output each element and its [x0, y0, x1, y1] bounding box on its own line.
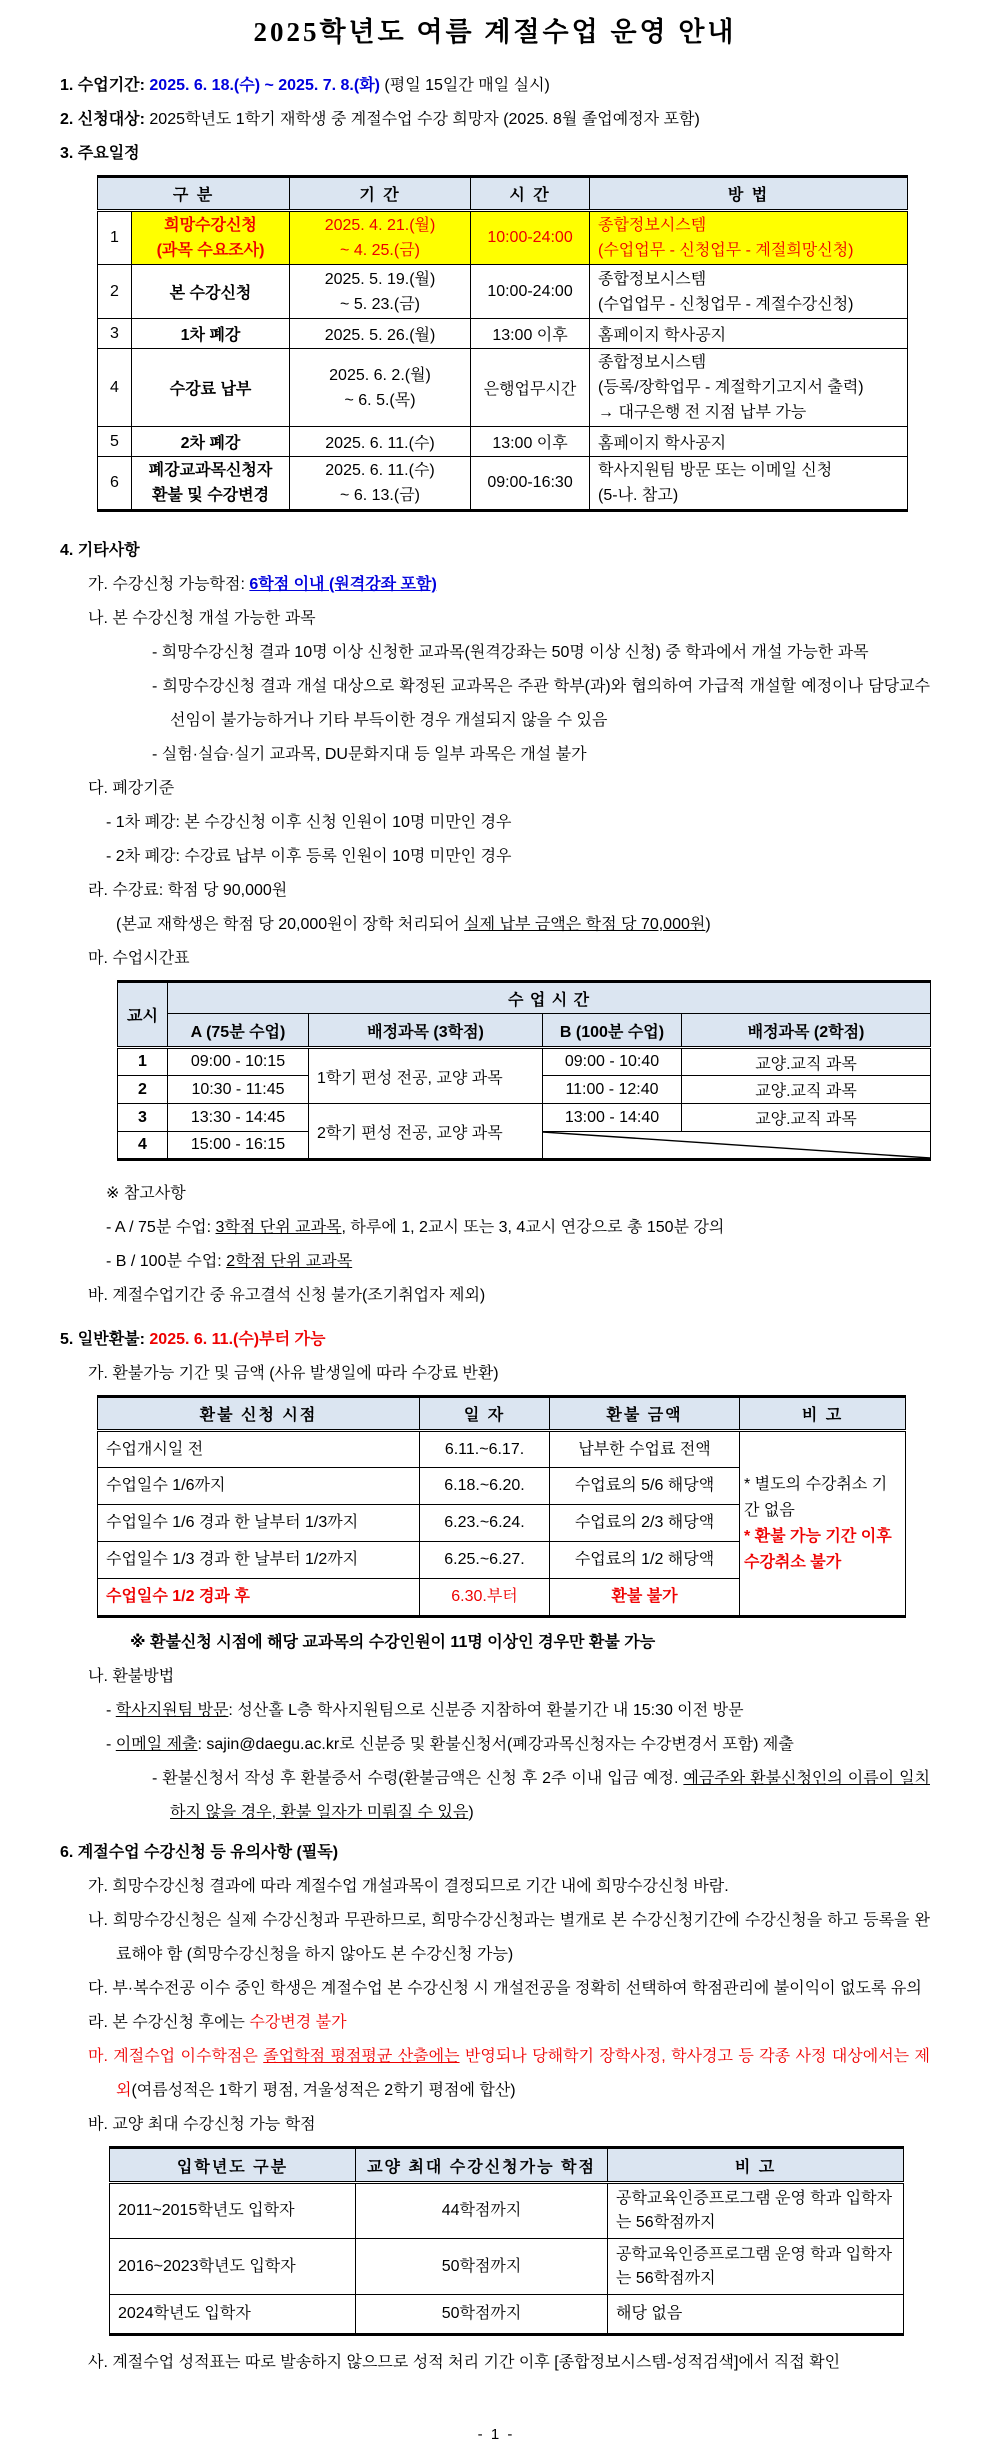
schedule-col-category: 구 분: [98, 177, 290, 211]
refund-amount: 수업료의 5/6 해당액: [550, 1468, 740, 1505]
class-period-note: (평일 15일간 매일 실시): [379, 77, 550, 94]
refund-date: 6.11.~6.17.: [420, 1431, 550, 1468]
row-period: 2025. 6. 11.(수): [290, 427, 471, 457]
table-row: [118, 1048, 931, 1076]
closure-item: - 2차 폐강: 수강료 납부 이후 등록 인원이 10명 미만인 경우: [106, 848, 512, 865]
section-6-heading: 6. 계절수업 수강신청 등 유의사항 (필독): [60, 1844, 339, 1861]
refund-method-email: - 이메일 제출: sajin@daegu.ac.kr로 신분증 및 환불신청서(폐강과목신청자는 수강변경서 포함) 제출: [106, 1736, 794, 1753]
a-time: 13:30 - 14:45: [168, 1104, 309, 1132]
tuition-note: (본교 재학생은 학점 당 20,000원이 장학 처리되어 실제 납부 금액은 학점 당 70,000원): [116, 916, 711, 933]
period-no: 4: [118, 1132, 168, 1160]
row-period: 2025. 6. 2.(월) ~ 6. 5.(목): [290, 349, 471, 427]
no-change-warning: 수강변경 불가: [249, 2014, 347, 2031]
notice-ra: 라. 본 수강신청 후에는 수강변경 불가: [88, 2014, 347, 2031]
refund-method-visit: - 학사지원팀 방문: 성산홀 L층 학사지원팀으로 신분증 지참하여 환불기간 내 15:30 이전 방문: [106, 1702, 744, 1719]
refund-col-point: 환불 신청 시점: [98, 1397, 420, 1431]
openable-item: - 희망수강신청 결과 10명 이상 신청한 교과목(원격강좌는 50명 이상 신청) 중 학과에서 개설 가능한 과목: [152, 644, 869, 661]
credit-max: 50학점까지: [356, 2295, 608, 2335]
row-time: 13:00 이후: [471, 319, 590, 349]
closure-item: - 1차 폐강: 본 수강신청 이후 신청 인원이 10명 미만인 경우: [106, 814, 512, 831]
table-row: [98, 427, 908, 457]
note-a: - A / 75분 수업: 3학점 단위 교과목, 하루에 1, 2교시 또는 3, 4교시 연강으로 총 150분 강의: [106, 1219, 725, 1236]
timetable-heading: 마. 수업시간표: [88, 950, 190, 967]
refund-date: 6.25.~6.27.: [420, 1542, 550, 1579]
timetable: [117, 980, 931, 1161]
row-method: 종합정보시스템 (수업업무 - 신청업무 - 계절수강신청): [590, 265, 908, 319]
refund-point: 수업일수 1/6 경과 한 날부터 1/3까지: [98, 1505, 420, 1542]
row-no: 6: [98, 457, 132, 511]
credit-col-max: 교양 최대 수강신청가능 학점: [356, 2148, 608, 2183]
b-subject: 교양.교직 과목: [682, 1076, 931, 1104]
a-time: 09:00 - 10:15: [168, 1048, 309, 1076]
refund-point: 수업일수 1/6까지: [98, 1468, 420, 1505]
openable-item: - 희망수강신청 결과 개설 대상으로 확정된 교과목은 주관 학부(과)와 협의하여 가급적 개설할 예정이나 담당교수 선임이 불가능하거나 기타 부득이한 경우 개설되지 않을 수 있음: [152, 678, 930, 729]
notice-da: 다. 부·복수전공 이수 중인 학생은 계절수업 본 수강신청 시 개설전공을 정확히 선택하여 학점관리에 불이익이 없도록 유의: [88, 1980, 922, 1997]
table-row: [98, 349, 908, 427]
period-no: 2: [118, 1076, 168, 1104]
schedule-col-period: 기 간: [290, 177, 471, 211]
b-subject: 교양.교직 과목: [682, 1048, 931, 1076]
row-time: 13:00 이후: [471, 427, 590, 457]
notice-sa: 사. 계절수업 성적표는 따로 발송하지 않으므로 성적 처리 기간 이후 [종합정보시스템-성적검색]에서 직접 확인: [88, 2354, 841, 2371]
row-category: 1차 폐강: [132, 319, 290, 349]
remark-no-cancel-after: * 환불 가능 기간 이후 수강취소 불가: [744, 1527, 892, 1571]
section-2-label: 2. 신청대상:: [60, 111, 150, 128]
row-category: 본 수강신청: [132, 265, 290, 319]
row-period: 2025. 5. 19.(월) ~ 5. 23.(금): [290, 265, 471, 319]
openable-item: - 실험·실습·실기 교과목, DU문화지대 등 일부 과목은 개설 불가: [152, 746, 587, 763]
row-no: 1: [98, 211, 132, 265]
diagonal-strike-line: [543, 1132, 930, 1158]
table-row: [98, 1431, 906, 1468]
credit-note: 공학교육인증프로그램 운영 학과 입학자는 56학점까지: [608, 2183, 904, 2239]
refund-period-heading: 가. 환불가능 기간 및 금액 (사유 발생일에 따라 수강료 반환): [88, 1365, 499, 1382]
period-no: 3: [118, 1104, 168, 1132]
table-row: [110, 2239, 904, 2295]
col-a-time: A (75분 수업): [168, 1014, 309, 1048]
credit-col-note: 비 고: [608, 2148, 904, 2183]
credit-year: 2024학년도 입학자: [110, 2295, 356, 2335]
col-b-time: B (100분 수업): [543, 1014, 682, 1048]
a-subject-sem1: 1학기 편성 전공, 교양 과목: [309, 1048, 543, 1104]
refund-col-amount: 환불 금액: [550, 1397, 740, 1431]
refund-remarks: [740, 1431, 906, 1617]
refund-point: 수업개시일 전: [98, 1431, 420, 1468]
b-time: 11:00 - 12:40: [543, 1076, 682, 1104]
actual-payment-amount: 실제 납부 금액은 학점 당 70,000원: [464, 916, 706, 933]
table-row: [98, 319, 908, 349]
refund-col-note: 비 고: [740, 1397, 906, 1431]
timetable-header-row: [118, 982, 931, 1014]
row-method: 학사지원팀 방문 또는 이메일 신청 (5-나. 참고): [590, 457, 908, 511]
remark-no-cancel-period: * 별도의 수강취소 기간 없음: [744, 1475, 888, 1519]
credit-col-year: 입학년도 구분: [110, 2148, 356, 2183]
refund-amount: 환불 불가: [550, 1579, 740, 1617]
timetable-group-header: 수 업 시 간: [168, 982, 931, 1014]
row-no: 2: [98, 265, 132, 319]
schedule-table: [97, 175, 908, 512]
refund-col-date: 일 자: [420, 1397, 550, 1431]
page-title: 2025학년도 여름 계절수업 운영 안내: [253, 17, 737, 47]
tuition-line: 라. 수강료: 학점 당 90,000원: [88, 882, 288, 899]
b-time: 13:00 - 14:40: [543, 1104, 682, 1132]
timetable-corner: 교시: [118, 982, 168, 1048]
reference-heading: ※ 참고사항: [106, 1185, 186, 1202]
table-row: [98, 265, 908, 319]
section-3-heading: 3. 주요일정: [60, 145, 140, 162]
table-row: [98, 457, 908, 511]
refund-point: 수업일수 1/3 경과 한 날부터 1/2까지: [98, 1542, 420, 1579]
credit-header-row: [110, 2148, 904, 2183]
refund-start-date: 2025. 6. 11.(수)부터 가능: [149, 1331, 326, 1348]
col-b-subject: 배정과목 (2학점): [682, 1014, 931, 1048]
refund-amount: 수업료의 1/2 해당액: [550, 1542, 740, 1579]
row-method: 홈페이지 학사공지: [590, 427, 908, 457]
b-subject: 교양.교직 과목: [682, 1104, 931, 1132]
row-category: 2차 폐강: [132, 427, 290, 457]
refund-date: 6.30.부터: [420, 1579, 550, 1617]
refund-header-row: [98, 1397, 906, 1431]
b-time: 09:00 - 10:40: [543, 1048, 682, 1076]
eligibility-text: 2025학년도 1학기 재학생 중 계절수업 수강 희망자 (2025. 8월 졸업예정자 포함): [149, 111, 700, 128]
empty-diagonal-cell: [543, 1132, 931, 1160]
row-period: 2025. 4. 21.(월) ~ 4. 25.(금): [290, 211, 471, 265]
row-period: 2025. 5. 26.(월): [290, 319, 471, 349]
a-time: 15:00 - 16:15: [168, 1132, 309, 1160]
absence-rule-line: 바. 계절수업기간 중 유고결석 신청 불가(조기취업자 제외): [88, 1287, 486, 1304]
row-category: 폐강교과목신청자 환불 및 수강변경: [132, 457, 290, 511]
section-4-heading: 4. 기타사항: [60, 542, 140, 559]
refund-table-footnote: ※ 환불신청 시점에 해당 교과목의 수강인원이 11명 이상인 경우만 환불 가능: [130, 1634, 656, 1651]
section-1-class-period: [60, 69, 930, 103]
row-method: 홈페이지 학사공지: [590, 319, 908, 349]
section-1-label: 1. 수업기간:: [60, 77, 150, 94]
refund-method-heading: 나. 환불방법: [88, 1668, 175, 1685]
credit-max: 50학점까지: [356, 2239, 608, 2295]
notice-ma: 마. 계절수업 이수학점은 졸업학점 평점평균 산출에는 반영되나 당해학기 장학사정, 학사경고 등 각종 사정 대상에서는 제외(여름성적은 1학기 평점, 겨울성적은 2학기 평점에 합산): [88, 2048, 930, 2099]
table-row: [98, 211, 908, 265]
col-a-subject: 배정과목 (3학점): [309, 1014, 543, 1048]
table-row: [118, 1104, 931, 1132]
section-5-heading: 5. 일반환불: 2025. 6. 11.(수)부터 가능: [60, 1331, 326, 1348]
row-period: 2025. 6. 11.(수) ~ 6. 13.(금): [290, 457, 471, 511]
row-time: 10:00-24:00: [471, 265, 590, 319]
credit-table-heading: 바. 교양 최대 수강신청 가능 학점: [88, 2116, 316, 2133]
row-time: 09:00-16:30: [471, 457, 590, 511]
table-row: [110, 2183, 904, 2239]
schedule-col-method: 방 법: [590, 177, 908, 211]
refund-amount: 수업료의 2/3 해당액: [550, 1505, 740, 1542]
notice-na: 나. 희망수강신청은 실제 수강신청과 무관하므로, 희망수강신청과는 별개로 본 수강신청기간에 수강신청을 하고 등록을 완료해야 함 (희망수강신청을 하지 않아도 본 수강신청 가능): [88, 1912, 930, 1963]
credit-note: 공학교육인증프로그램 운영 학과 입학자는 56학점까지: [608, 2239, 904, 2295]
row-no: 4: [98, 349, 132, 427]
row-category: 수강료 납부: [132, 349, 290, 427]
a-time: 10:30 - 11:45: [168, 1076, 309, 1104]
row-no: 5: [98, 427, 132, 457]
refund-date: 6.23.~6.24.: [420, 1505, 550, 1542]
refund-table: [97, 1395, 906, 1618]
credit-table: [109, 2146, 904, 2336]
class-period-dates: 2025. 6. 18.(수) ~ 2025. 7. 8.(화): [149, 77, 380, 94]
credit-year: 2016~2023학년도 입학자: [110, 2239, 356, 2295]
schedule-header-row: [98, 177, 908, 211]
refund-amount: 납부한 수업료 전액: [550, 1431, 740, 1468]
timetable-subheader-row: [118, 1014, 931, 1048]
row-time: 은행업무시간: [471, 349, 590, 427]
credit-max: 44학점까지: [356, 2183, 608, 2239]
table-row: [110, 2295, 904, 2335]
period-no: 1: [118, 1048, 168, 1076]
notice-ga: 가. 희망수강신청 결과에 따라 계절수업 개설과목이 결정되므로 기간 내에 희망수강신청 바람.: [88, 1878, 729, 1895]
page-number: - 1 -: [477, 2426, 515, 2443]
credit-year: 2011~2015학년도 입학자: [110, 2183, 356, 2239]
row-no: 3: [98, 319, 132, 349]
note-b: - B / 100분 수업: 2학점 단위 교과목: [106, 1253, 353, 1270]
a-subject-sem2: 2학기 편성 전공, 교양 과목: [309, 1104, 543, 1160]
credit-limit-value: 6학점 이내 (원격강좌 포함): [249, 576, 437, 593]
row-time: 10:00-24:00: [471, 211, 590, 265]
refund-date: 6.18.~6.20.: [420, 1468, 550, 1505]
row-method: 종합정보시스템 (등록/장학업무 - 계절학기고지서 출력) → 대구은행 전 지점 납부 가능: [590, 349, 908, 427]
section-2-eligibility: [60, 103, 930, 137]
openable-courses-heading: 나. 본 수강신청 개설 가능한 과목: [88, 610, 316, 627]
credit-note: 해당 없음: [608, 2295, 904, 2335]
refund-point: 수업일수 1/2 경과 후: [98, 1579, 420, 1617]
closure-criteria-heading: 다. 폐강기준: [88, 780, 175, 797]
refund-method-form: - 환불신청서 작성 후 환불증서 수령(환불금액은 신청 후 2주 이내 입금 예정. 예금주와 환불신청인의 이름이 일치하지 않을 경우, 환불 일자가 미뤄질 수 있음): [152, 1770, 930, 1821]
schedule-col-time: 시 간: [471, 177, 590, 211]
row-category: 희망수강신청 (과목 수요조사): [132, 211, 290, 265]
row-method: 종합정보시스템 (수업업무 - 신청업무 - 계절희망신청): [590, 211, 908, 265]
credit-limit-line: 가. 수강신청 가능학점: 6학점 이내 (원격강좌 포함): [88, 576, 437, 593]
